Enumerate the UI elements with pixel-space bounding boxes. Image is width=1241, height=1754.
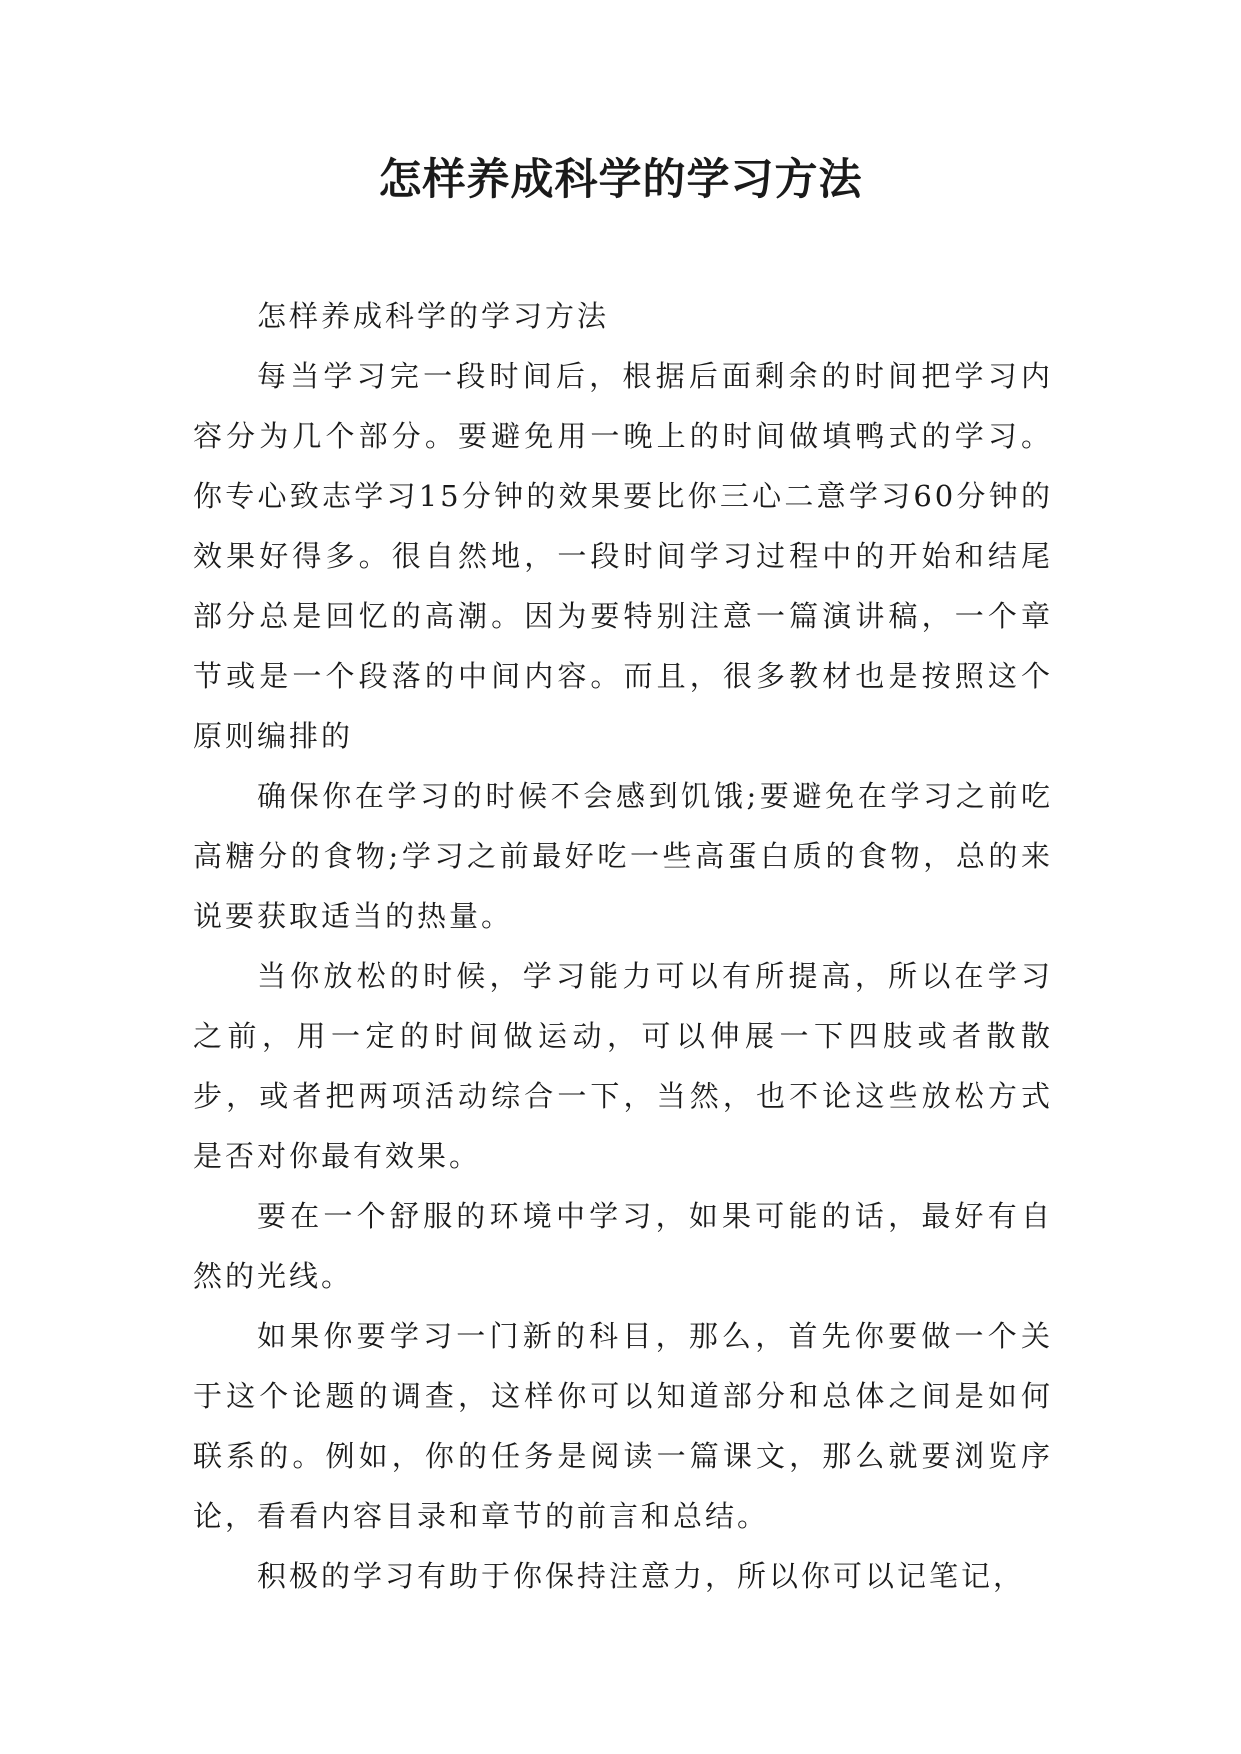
paragraph: 积极的学习有助于你保持注意力，所以你可以记笔记， [257, 1559, 1026, 1593]
document-body [193, 286, 1053, 1606]
document-title: 怎样养成科学的学习方法 [378, 155, 863, 205]
paragraph: 当你放松的时候，学习能力可以有所提高，所以在学习之前，用一定的时间做运动，可以伸展一下四肢或者散散步，或者把两项活动综合一下，当然，也不论这些放松方式是否对你最有效果。 [193, 959, 1053, 1173]
paragraph: 每当学习完一段时间后，根据后面剩余的时间把学习内容分为几个部分。要避免用一晚上的时间做填鸭式的学习。你专心致志学习15分钟的效果要比你三心二意学习60分钟的效果好得多。很自然地，一段时间学习过程中的开始和结尾部分总是回忆的高潮。因为要特别注意一篇演讲稿，一个章节或是一个段落的中间内容。而且，很多教材也是按照这个原则编排的 [193, 359, 1053, 753]
paragraph-heading: 怎样养成科学的学习方法 [257, 299, 610, 333]
paragraph: 要在一个舒服的环境中学习，如果可能的话，最好有自然的光线。 [193, 1199, 1053, 1293]
paragraph: 如果你要学习一门新的科目，那么，首先你要做一个关于这个论题的调查，这样你可以知道部分和总体之间是如何联系的。例如，你的任务是阅读一篇课文，那么就要浏览序论，看看内容目录和章节的前言和总结。 [193, 1319, 1053, 1533]
paragraph: 确保你在学习的时候不会感到饥饿;要避免在学习之前吃高糖分的食物;学习之前最好吃一些高蛋白质的食物，总的来说要获取适当的热量。 [193, 779, 1053, 933]
